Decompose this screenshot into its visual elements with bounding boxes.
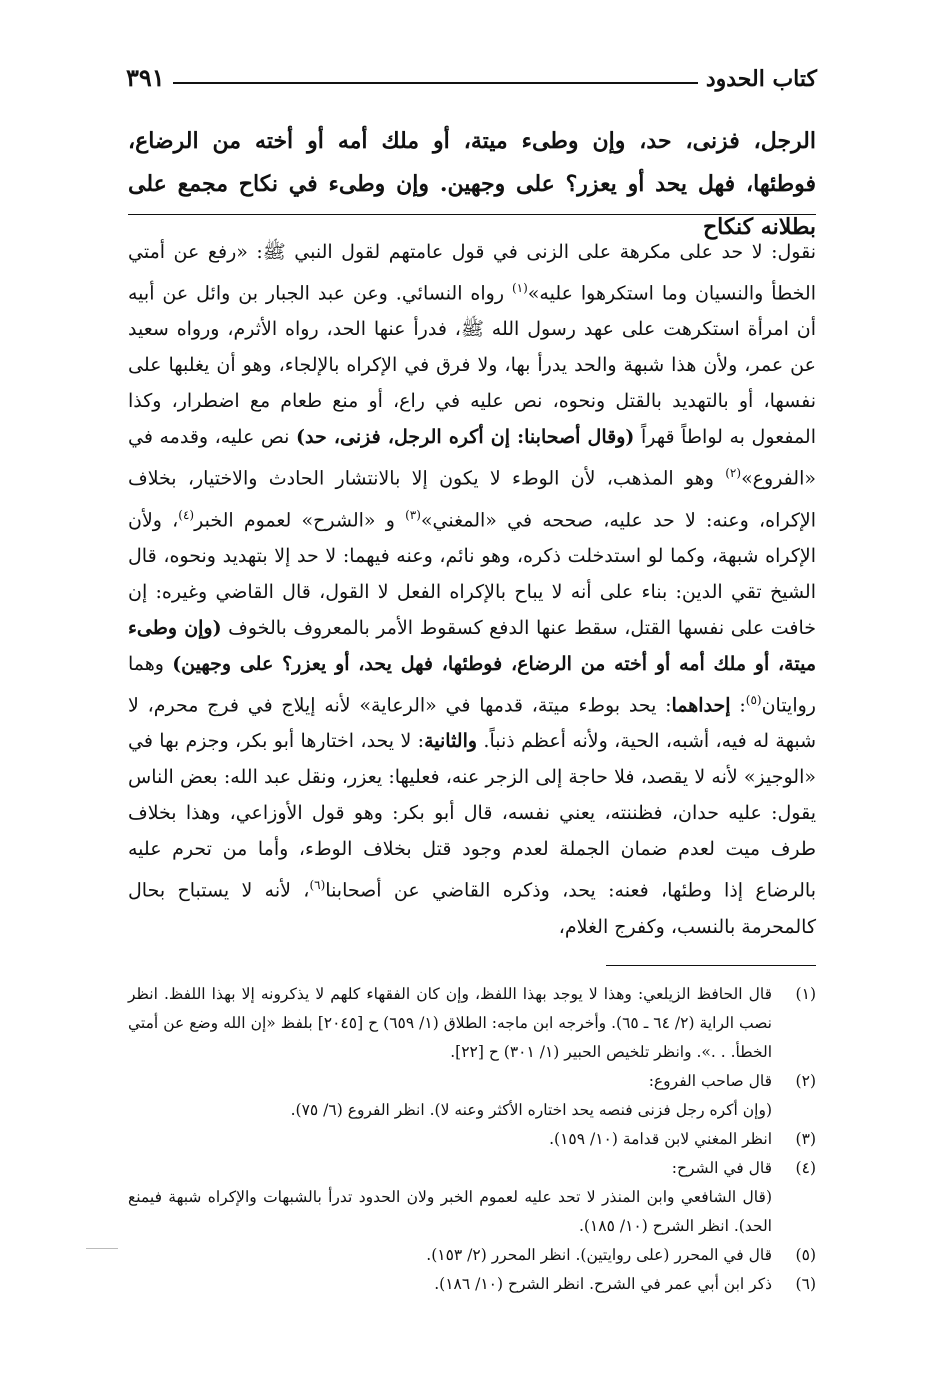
footnote-item xyxy=(128,1183,816,1241)
footnote-text: (وإن أكره رجل فزنى فنصه يحد اختاره الأكثر وعنه لا). انظر الفروع (٦/ ٧٥). xyxy=(290,1101,772,1119)
footnote-number: (٥) xyxy=(795,1246,816,1264)
commentary-segment: ، ولأن الإكراه شبهة، وكما لو استدخلت ذكره، وهو نائم، وعنه فيهما: لا حد إلا بتهديد ونحوه، قال الشيخ تقي الدين: بناء على أنه لا يباح بالإكراه الفعل لا القول، قال القاضي وغيره: إن خافت على نفسها القتل، سقط عنها الدفع كسقوط الأمر بالمعروف بالخوف xyxy=(128,508,816,639)
footnote-item xyxy=(128,1096,816,1125)
footnote-number: (٣) xyxy=(795,1130,816,1148)
footnote-text: ذكر ابن أبي عمر في الشرح. انظر الشرح (١٠/ ١٨٦). xyxy=(434,1275,772,1293)
footnotes xyxy=(128,980,816,1299)
main-text-separator xyxy=(128,214,816,215)
scan-mark xyxy=(86,1248,118,1249)
page-header xyxy=(126,62,817,92)
footnote-ref: (٦) xyxy=(309,878,326,893)
footnote-separator xyxy=(606,965,816,966)
header-rule xyxy=(173,82,698,84)
footnote-text: قال الحافظ الزيلعي: وهذا لا يوجد بهذا اللفظ، وإن كان الفقهاء كلهم لا يذكرونه إلا بهذا اللفظ. انظر نصب الراية (٢/ ٦٤ ـ ٦٥). وأخرجه ابن ماجه: الطلاق (١/ ٦٥٩) ح [٢٠٤٥] بلفظ «إن الله وضع عن أمتي الخطأ. . .». وانظر تلخيص الحبير (١/ ٣٠١) ح [٢٢]. xyxy=(128,985,772,1061)
footnote-ref: (٥) xyxy=(745,692,762,707)
footnote-ref: (١) xyxy=(511,281,528,295)
quoted-matn-text: (وإن وطىء ميتة، أو ملك أمه أو أخته من الرضاع، فوطئها، فهل يحد، أو يعزر؟ على وجهين) xyxy=(128,616,816,675)
page-number: ٣٩١ xyxy=(126,63,165,92)
quoted-matn-text: (وقال أصحابنا: إن أكره الرجل، فزنى، حد) xyxy=(296,426,635,449)
main-text: الرجل، فزنى، حد، وإن وطىء ميتة، أو ملك أمه أو أخته من الرضاع، فوطئها، فهل يحد أو يعزر؟ على وجهين. وإن وطىء في نكاح مجمع على بطلانه كنكاح xyxy=(128,128,816,240)
commentary-text xyxy=(128,234,816,945)
commentary-segment: : xyxy=(730,694,746,717)
footnote-ref: (٤) xyxy=(178,507,195,522)
footnote-text: انظر المغني لابن قدامة (١٠/ ١٥٩). xyxy=(549,1130,772,1148)
footnote-ref: (٢) xyxy=(725,466,742,481)
quoted-matn-text: والثانية xyxy=(424,730,478,753)
footnote-item xyxy=(128,1154,816,1183)
footnote-ref: (٣) xyxy=(405,507,421,522)
footnote-number: (٤) xyxy=(795,1159,816,1177)
commentary-segment: و «الشرح» لعموم الخبر xyxy=(194,508,406,531)
commentary-segment: ، لأنه لا يستباح بحال كالمحرمة بالنسب، وكفرج الغلام، xyxy=(128,879,816,938)
footnote-text: قال صاحب الفروع: xyxy=(648,1072,772,1090)
footnote-number: (٦) xyxy=(795,1275,816,1293)
footnote-item xyxy=(128,1270,816,1299)
quoted-matn-text: إحداهما xyxy=(671,694,731,717)
footnote-item xyxy=(128,1067,816,1096)
footnote-item xyxy=(128,1125,816,1154)
commentary-segment: : لا يحد، اختارها أبو بكر، وجزم بها في «الوجيز» لأنه لا يقصد، فلا حاجة إلى الزجر عنه، فعليها: يعزر، ونقل عبد الله: بعض الناس يقول: عليه حدان، فظننته، يعني نفسه، قال أبو بكر: وهو قول الأوزاعي، وهذا بخلاف طرف ميت لعدم ضمان الجملة لعدم وجود قتل بخلاف الوطء، وأما من تحرم عليه بالرضاع إذا وطئها، فعنه: يحد، وذكره القاضي عن أصحابنا xyxy=(128,730,816,902)
footnote-item xyxy=(128,1241,816,1270)
footnote-text: (قال الشافعي وابن المنذر لا تحد عليه لعموم الخبر ولان الحدود تدرأ بالشبهات والإكراه شبهة فيمنع الحد). انظر الشرح (١٠/ ١٨٥). xyxy=(128,1188,772,1235)
footnote-number: (٢) xyxy=(795,1072,816,1090)
chapter-title: كتاب الحدود xyxy=(705,66,817,92)
footnote-number: (١) xyxy=(795,985,816,1003)
commentary-segment: وهما روايتان xyxy=(128,652,816,717)
footnote-item xyxy=(128,980,816,1067)
commentary-segment: وهو المذهب، لأن الوطء لا يكون إلا بالانتشار الحادث والاختيار، بخلاف الإكراه، وعنه: لا حد عليه، صححه في «المغني» xyxy=(128,467,816,531)
commentary-segment: نص عليه، وقدمه في «الفروع» xyxy=(128,426,816,490)
commentary-segment: : يحد بوطء ميتة، قدمها في «الرعاية» لأنه إيلاج في فرج محرم، لا شبهة له فيه، أشبه، الحية، ولأنه أعظم ذنباً. xyxy=(128,694,816,753)
commentary-segment: رواه النسائي. وعن عبد الجبار بن وائل عن أبيه أن امرأة استكرهت على عهد رسول الله ﷺ، فدرأ عنها الحد، رواه الأثرم، ورواه سعيد عن عمر، ولأن هذا شبهة والحد يدرأ بها، ولا فرق في الإكراه بالإلجاء، وهو أن يغلبها على نفسها، أو بالتهديد بالقتل ونحوه، نص عليه في راع، أو منع طعام مع اضطرار، وكذا المفعول به لواطاً قهراً xyxy=(128,282,816,449)
commentary-segment: نقول: لا حد على مكرهة على الزنى في قول عامتهم لقول النبي ﷺ: «رفع عن أمتي الخطأ والنسيان وما استكرهوا عليه» xyxy=(128,241,816,305)
footnote-text: قال في المحرر (على روايتين). انظر المحرر (٢/ ١٥٣). xyxy=(426,1246,772,1264)
footnote-text: قال في الشرح: xyxy=(671,1159,772,1177)
